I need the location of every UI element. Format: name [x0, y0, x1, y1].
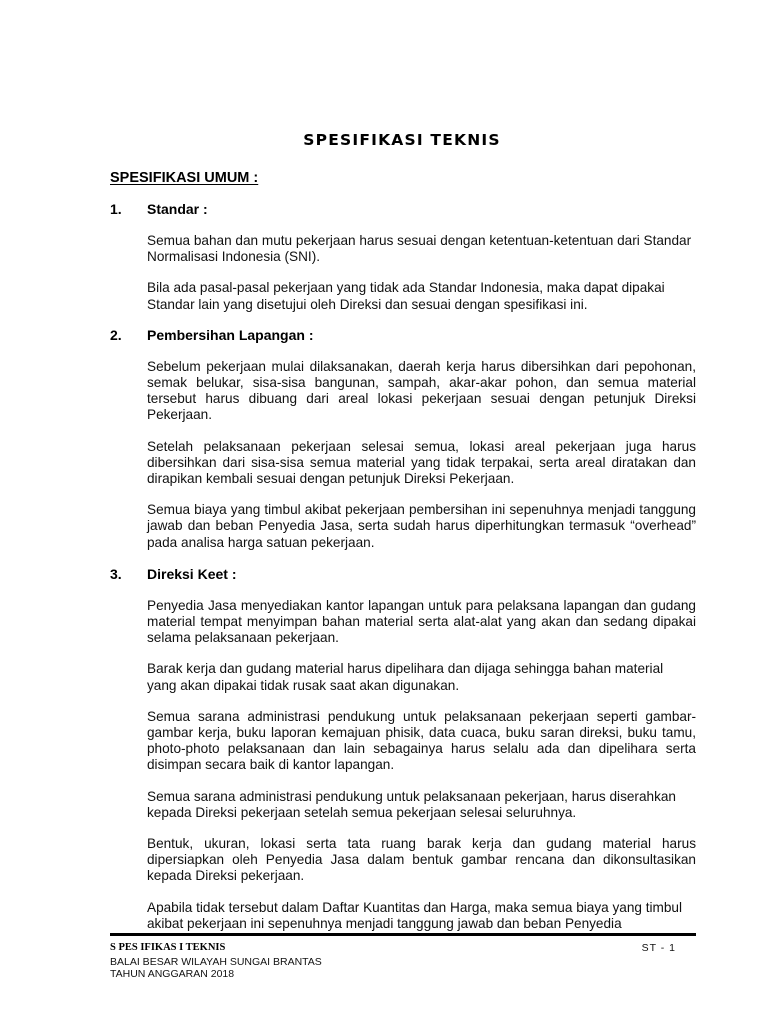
item-heading-standar [110, 201, 696, 218]
item-title: Pembersihan Lapangan : [147, 326, 314, 343]
paragraph: Penyedia Jasa menyediakan kantor lapangan untuk para pelaksana lapangan dan gudang material tempat menyimpan bahan material serta alat-alat yang akan dan sedang dipakai selama pelaksanaan pekerjaan. [147, 597, 696, 646]
paragraph: Sebelum pekerjaan mulai dilaksanakan, daerah kerja harus dibersihkan dari pepohonan, semak belukar, sisa-sisa bangunan, sampah, akar-akar pohon, dan semua material tersebut harus dibuang dari areal lokasi pekerjaan sesuai dengan petunjuk Direksi Pekerjaan. [147, 358, 696, 423]
document-title: SPESIFIKASI TEKNIS [303, 131, 501, 149]
item-heading-pembersihan-lapangan [110, 327, 696, 344]
paragraph: Setelah pelaksanaan pekerjaan selesai semua, lokasi areal pekerjaan juga harus dibersihkan dari sisa-sisa semua material yang tidak terpakai, serta areal diratakan dan dirapikan kembali sesuai dengan petunjuk Direksi Pekerjaan. [147, 438, 696, 487]
paragraph: Barak kerja dan gudang material harus dipelihara dan dijaga sehingga bahan material yang akan dipakai tidak rusak saat akan digunakan. [147, 661, 664, 693]
paragraph: Bentuk, ukuran, lokasi serta tata ruang barak kerja dan gudang material harus dipersiapkan oleh Penyedia Jasa dalam bentuk gambar rencana dan dikonsultasikan kepada Direksi pekerjaan. [147, 836, 696, 884]
item-heading-direksi-keet [110, 566, 696, 583]
paragraph: Semua bahan dan mutu pekerjaan harus sesuai dengan ketentuan-ketentuan dari Standar Normalisasi Indonesia (SNI). [147, 233, 692, 265]
section-heading: SPESIFIKASI UMUM : [110, 170, 259, 186]
paragraph: Semua biaya yang timbul akibat pekerjaan pembersihan ini sepenuhnya menjadi tanggung jawab dan beban Penyedia Jasa, serta sudah harus diperhitungkan termasuk “overhead” pada analisa harga satuan pekerjaan. [147, 502, 696, 550]
paragraph: Bila ada pasal-pasal pekerjaan yang tidak ada Standar Indonesia, maka dapat dipakai Standar lain yang disetujui oleh Direksi dan sesuai dengan spesifikasi ini. [147, 280, 665, 312]
document-body [110, 201, 696, 932]
item-number: 2. [110, 326, 122, 343]
page-number: ST - 1 [641, 942, 676, 954]
paragraph: Semua sarana administrasi pendukung untuk pelaksanaan pekerjaan, harus diserahkan kepada Direksi pekerjaan setelah semua pekerjaan selesai seluruhnya. [147, 788, 676, 820]
item-title: Direksi Keet : [147, 565, 237, 582]
item-title: Standar : [147, 201, 208, 217]
item-number: 3. [110, 565, 122, 582]
item-number: 1. [110, 201, 122, 217]
footer-divider [110, 933, 696, 936]
footer-organization: BALAI BESAR WILAYAH SUNGAI BRANTAS [110, 956, 322, 968]
paragraph: Semua sarana administrasi pendukung untuk pelaksanaan pekerjaan seperti gambar-gambar kerja, buku laporan kemajuan phisik, data cuaca, buku saran direksi, buku tamu, photo-photo pelaksanaan dan lain sebagainya harus selalu ada dan dipelihara serta disimpan secara baik di kantor lapangan. [147, 708, 696, 773]
paragraph: Apabila tidak tersebut dalam Daftar Kuantitas dan Harga, maka semua biaya yang timbul akibat pekerjaan ini sepenuhnya menjadi tanggung jawab dan beban Penyedia [147, 899, 682, 931]
footer-fiscal-year: TAHUN ANGGARAN 2018 [110, 968, 235, 980]
footer-title: S PES IFIKAS I TEKNIS [110, 942, 226, 953]
